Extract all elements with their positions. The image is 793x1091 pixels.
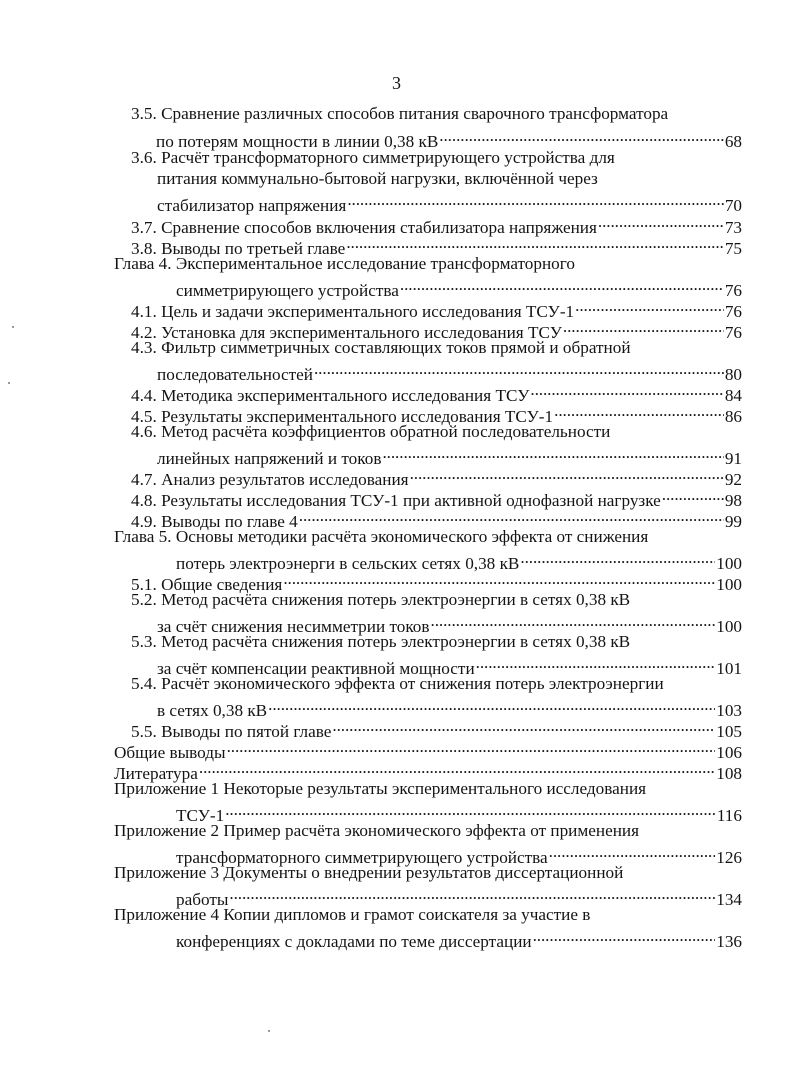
toc-entry-line <box>131 463 742 489</box>
toc-entry-line <box>157 694 742 720</box>
toc-entry-line <box>131 631 630 653</box>
dot-leader <box>520 547 715 569</box>
toc-entry-line <box>156 125 742 151</box>
dot-leader <box>410 463 724 485</box>
toc-entry-title: 4.7. Анализ результатов исследования <box>131 470 409 489</box>
toc-entry-line <box>131 568 742 594</box>
toc-entry-line <box>114 778 646 800</box>
toc-entry-line <box>176 274 742 300</box>
toc-entry-title: последовательностей <box>157 365 313 384</box>
toc-page-number: 101 <box>716 659 742 678</box>
toc-entry-title: по потерям мощности в линии 0,38 кВ <box>156 132 439 151</box>
dot-leader <box>268 694 715 716</box>
dot-leader <box>554 400 724 422</box>
toc-entry-line <box>114 757 742 783</box>
toc-entry-title: линейных напряжений и токов <box>157 449 382 468</box>
toc-entry-title: за счёт снижения несимметрии токов <box>157 617 430 636</box>
toc-entry-line <box>131 484 742 510</box>
dot-leader <box>346 232 724 254</box>
dot-leader <box>549 841 716 863</box>
toc-page-number: 76 <box>724 323 742 342</box>
dot-leader <box>227 736 716 758</box>
dot-leader <box>347 189 723 211</box>
dot-leader <box>533 925 716 947</box>
toc-entry-title: Глава 4. Экспериментальное исследование трансформаторного <box>114 254 575 273</box>
scan-speck <box>12 326 14 328</box>
toc-page-number: 76 <box>724 302 742 321</box>
toc-page-number: 100 <box>716 617 742 636</box>
dot-leader <box>225 799 716 821</box>
toc-entry-line <box>157 358 742 384</box>
toc-page-number: 92 <box>724 470 742 489</box>
toc-page-number: 86 <box>724 407 742 426</box>
toc-entry-title: потерь электроэнерги в сельских сетях 0,38 кВ <box>176 554 520 573</box>
toc-entry-title: 5.2. Метод расчёта снижения потерь электроэнергии в сетях 0,38 кВ <box>131 590 631 609</box>
toc-entry-line <box>131 379 742 405</box>
toc-entry-line <box>176 883 742 909</box>
toc-entry-title: симметрирующего устройства <box>176 281 399 300</box>
dot-leader <box>476 652 716 674</box>
toc-entry-line <box>176 925 742 951</box>
toc-page-number: 126 <box>716 848 742 867</box>
dot-leader <box>431 610 716 632</box>
toc-entry-title: 4.3. Фильтр симметричных составляющих токов прямой и обратной <box>131 338 631 357</box>
toc-page-number: 103 <box>716 701 742 720</box>
toc-page-number: 108 <box>716 764 742 783</box>
toc-entry-title: трансформаторного симметрирующего устройства <box>176 848 548 867</box>
toc-page-number: 100 <box>716 554 742 573</box>
toc-entry-line <box>131 295 742 321</box>
toc-entry-line <box>131 505 742 531</box>
toc-entry-title: за счёт компенсации реактивной мощности <box>157 659 475 678</box>
dot-leader <box>439 125 724 147</box>
toc-entry-line <box>131 211 742 237</box>
toc-entry-line <box>176 799 742 825</box>
toc-page-number: 80 <box>724 365 742 384</box>
toc-entry-line <box>131 400 742 426</box>
toc-entry-line <box>131 337 631 359</box>
toc-entry-line <box>114 736 742 762</box>
toc-entry-title: Глава 5. Основы методики расчёта экономического эффекта от снижения <box>114 527 649 546</box>
toc-page-number: 73 <box>724 218 742 237</box>
toc-page-number: 99 <box>724 512 742 531</box>
toc-page-number: 116 <box>716 806 742 825</box>
toc-page-number: 75 <box>724 239 742 258</box>
toc-entry-line <box>131 421 610 443</box>
toc-entry-line <box>176 841 742 867</box>
toc-page-number: 68 <box>724 132 742 151</box>
toc-entry-title: Приложение 4 Копии дипломов и грамот соискателя за участие в <box>114 905 591 924</box>
dot-leader <box>400 274 724 296</box>
dot-leader <box>662 484 724 506</box>
toc-entry-line <box>114 904 590 926</box>
toc-entry-title: 4.8. Результаты исследования ТСУ-1 при активной однофазной нагрузке <box>131 491 661 510</box>
toc-page-number: 105 <box>716 722 742 741</box>
toc-entry-line <box>131 589 630 611</box>
toc-page-number: 100 <box>716 575 742 594</box>
dot-leader <box>530 379 723 401</box>
toc-entry-line <box>114 862 623 884</box>
scan-speck <box>268 1030 270 1032</box>
toc-entry-line <box>176 547 742 573</box>
toc-entry-title: 5.1. Общие сведения <box>131 575 283 594</box>
toc-entry-title: 3.5. Сравнение различных способов питания сварочного трансформатора <box>131 104 669 123</box>
dot-leader <box>314 358 724 380</box>
toc-entry-title: 5.5. Выводы по пятой главе <box>131 722 332 741</box>
toc-entry-title: питания коммунально-бытовой нагрузки, включённой через <box>157 169 598 188</box>
toc-entry-title: 4.4. Методика экспериментального исследования ТСУ <box>131 386 530 405</box>
toc-entry-title: в сетях 0,38 кВ <box>157 701 268 720</box>
dot-leader <box>299 505 724 527</box>
dot-leader <box>598 211 724 233</box>
toc-entry-line <box>157 168 598 190</box>
toc-entry-title: работы <box>176 890 229 909</box>
toc-entry-title: ТСУ-1 <box>176 806 225 825</box>
toc-entry-line <box>131 673 664 695</box>
dot-leader <box>283 568 715 590</box>
toc-entry-title: Общие выводы <box>114 743 226 762</box>
toc-entry-title: 3.8. Выводы по третьей главе <box>131 239 346 258</box>
toc-entry-title: Приложение 3 Документы о внедрении результатов диссертационной <box>114 863 624 882</box>
toc-entry-title: 5.4. Расчёт экономического эффекта от снижения потерь электроэнергии <box>131 674 664 693</box>
dot-leader <box>563 316 724 338</box>
toc-entry-line <box>131 103 668 125</box>
toc-entry-line <box>114 253 575 275</box>
toc-entry-title: Приложение 2 Пример расчёта экономического эффекта от применения <box>114 821 640 840</box>
dot-leader <box>199 757 715 779</box>
toc-entry-title: 4.2. Установка для экспериментального исследования ТСУ <box>131 323 562 342</box>
toc-entry-line <box>131 232 742 258</box>
toc-page-number: 136 <box>716 932 742 951</box>
toc-entry-line <box>114 820 639 842</box>
scan-speck <box>8 382 10 384</box>
toc-page-number: 106 <box>716 743 742 762</box>
toc-entry-line <box>131 316 742 342</box>
toc-page-number: 76 <box>724 281 742 300</box>
toc-page-number: 70 <box>724 196 742 215</box>
toc-entry-title: 4.1. Цель и задачи экспериментального исследования ТСУ-1 <box>131 302 575 321</box>
toc-entry-title: 5.3. Метод расчёта снижения потерь электроэнергии в сетях 0,38 кВ <box>131 632 631 651</box>
toc-entry-title: Литература <box>114 764 198 783</box>
page-number: 3 <box>392 73 401 93</box>
toc-entry-line <box>157 652 742 678</box>
toc-entry-line <box>114 526 648 548</box>
toc-entry-title: стабилизатор напряжения <box>157 196 347 215</box>
toc-entry-title: 4.5. Результаты экспериментального исследования ТСУ-1 <box>131 407 554 426</box>
dot-leader <box>575 295 724 317</box>
toc-page-number: 91 <box>724 449 742 468</box>
toc-page-number: 134 <box>716 890 742 909</box>
dot-leader <box>382 442 723 464</box>
toc-entry-title: конференциях с докладами по теме диссертации <box>176 932 532 951</box>
toc-entry-title: 3.6. Расчёт трансформаторного симметрирующего устройства для <box>131 148 615 167</box>
toc-entry-title: 3.7. Сравнение способов включения стабилизатора напряжения <box>131 218 597 237</box>
toc-entry-line <box>131 147 615 169</box>
toc-page-number: 98 <box>724 491 742 510</box>
toc-entry-title: 4.9. Выводы по главе 4 <box>131 512 298 531</box>
toc-entry-line <box>157 442 742 468</box>
toc-entry-line <box>157 610 742 636</box>
toc-entry-line <box>157 189 742 215</box>
dot-leader <box>332 715 715 737</box>
dot-leader <box>229 883 715 905</box>
toc-entry-title: Приложение 1 Некоторые результаты экспериментального исследования <box>114 779 647 798</box>
toc-entry-line <box>131 715 742 741</box>
toc-page-number: 84 <box>724 386 742 405</box>
toc-entry-title: 4.6. Метод расчёта коэффициентов обратной последовательности <box>131 422 611 441</box>
